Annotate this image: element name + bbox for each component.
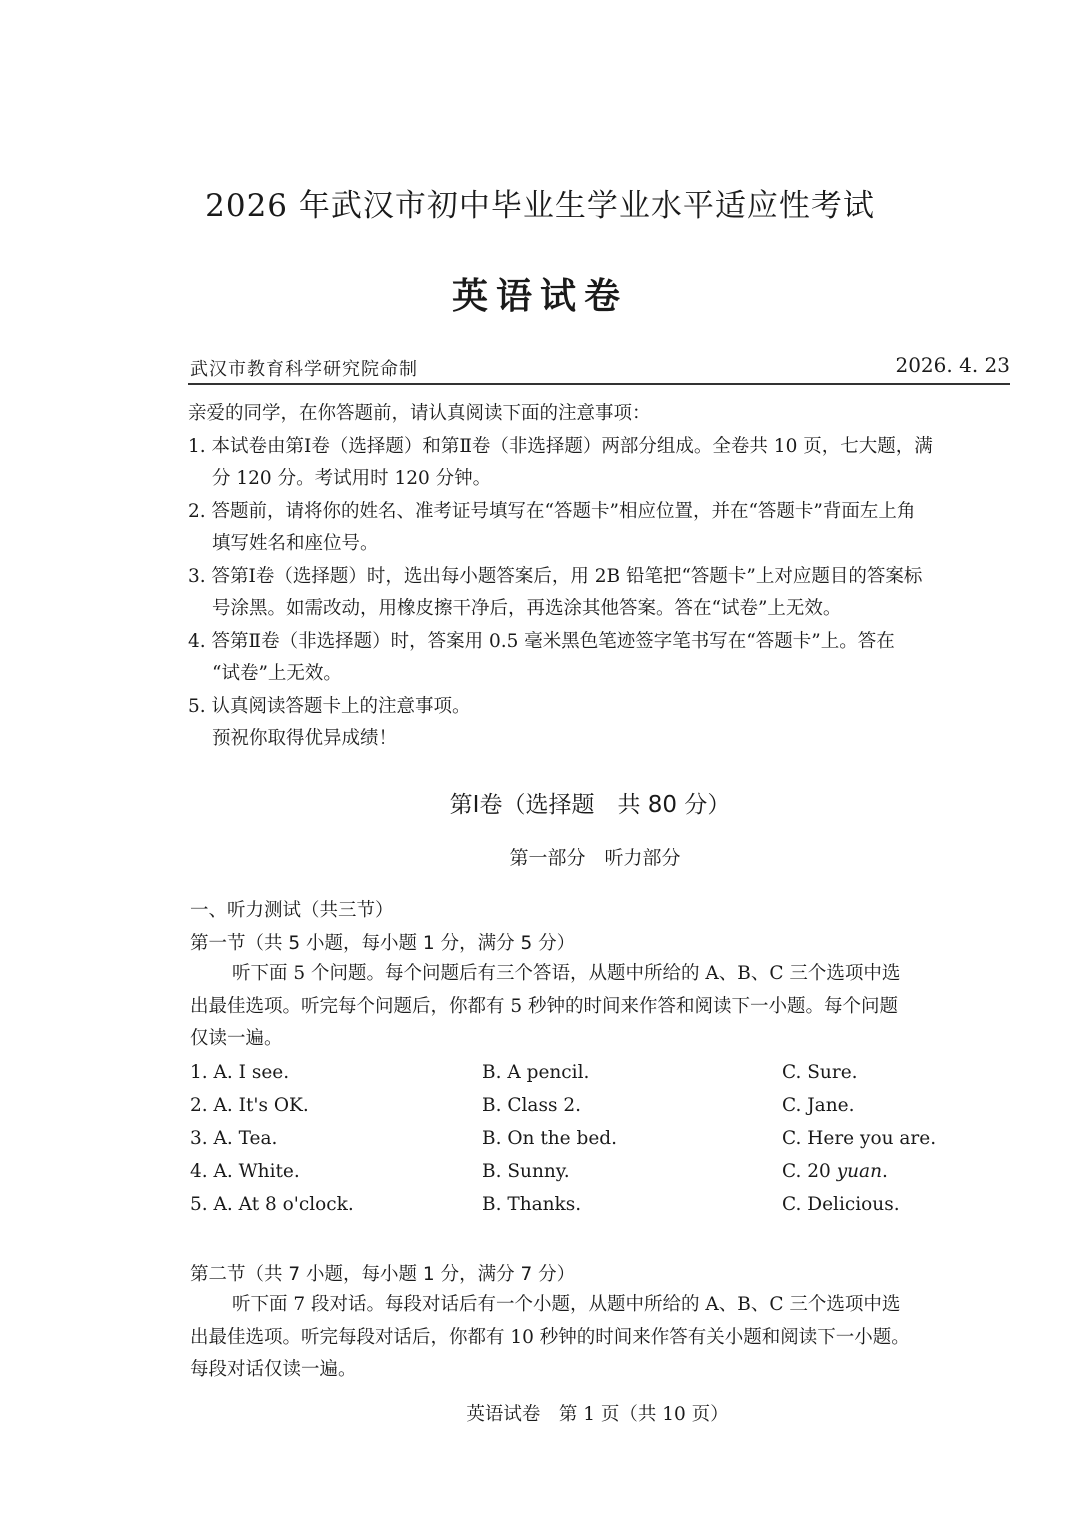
option-c <box>782 1161 888 1182</box>
note-item-3-cont: 号涂黑。如需改动，用橡皮擦干净后，再选涂其他答案。答在“试卷”上无效。 <box>212 598 842 619</box>
section1-instruction-line: 出最佳选项。听完每个问题后，你都有 5 秒钟的时间来作答和阅读下一小题。每个问题 <box>190 995 899 1017</box>
section1-instruction-line: 仅读一遍。 <box>190 1028 283 1049</box>
exam-notes <box>188 398 1010 756</box>
note-item-2: 2. 答题前，请将你的姓名、准考证号填写在“答题卡”相应位置，并在“答题卡”背面左上角 <box>188 500 916 522</box>
page-footer: 英语试卷 第 1 页（共 10 页） <box>466 1404 729 1425</box>
option-b: B. On the bed. <box>482 1128 618 1149</box>
option-c: C. Delicious. <box>782 1194 900 1215</box>
option-c: C. Here you are. <box>782 1128 937 1149</box>
subject-title: 英语试卷 <box>451 276 628 317</box>
exam-title: 2026 年武汉市初中毕业生学业水平适应性考试 <box>205 188 875 224</box>
section1-instructions <box>190 958 1012 1056</box>
publisher: 武汉市教育科学研究院命制 <box>190 359 418 380</box>
volume-title: 第Ⅰ卷（选择题 共 80 分） <box>449 792 731 818</box>
note-item-4: 4. 答第Ⅱ卷（非选择题）时，答案用 0.5 毫米黑色笔迹签字笔书写在“答题卡”上。答在 <box>188 630 895 652</box>
option-c-currency: yuan <box>836 1161 882 1182</box>
section2-instructions <box>190 1289 1012 1387</box>
section2-instruction-line: 出最佳选项。听完每段对话后，你都有 10 秒钟的时间来作答有关小题和阅读下一小题。 <box>190 1326 910 1348</box>
note-item-5: 5. 认真阅读答题卡上的注意事项。 <box>188 695 471 717</box>
header-divider <box>188 383 1010 385</box>
section2-heading: 第二节（共 7 小题，每小题 1 分，满分 7 分） <box>190 1264 576 1285</box>
section1-heading: 第一节（共 5 小题，每小题 1 分，满分 5 分） <box>190 933 576 954</box>
question-row-1 <box>190 1062 1010 1094</box>
option-a: 3. A. Tea. <box>190 1128 278 1149</box>
section2-instruction-line: 每段对话仅读一遍。 <box>190 1359 357 1380</box>
listening-heading: 一、听力测试（共三节） <box>190 900 394 921</box>
option-c: C. Jane. <box>782 1095 855 1116</box>
exam-date: 2026. 4. 23 <box>895 353 1010 377</box>
option-c: C. Sure. <box>782 1062 858 1083</box>
question-row-3 <box>190 1128 1010 1160</box>
note-item-1-cont: 分 120 分。考试用时 120 分钟。 <box>212 468 492 489</box>
note-item-1: 1. 本试卷由第Ⅰ卷（选择题）和第Ⅱ卷（非选择题）两部分组成。全卷共 10 页，七大题，满 <box>188 435 933 457</box>
option-b: B. Class 2. <box>482 1095 581 1116</box>
part-subtitle: 第一部分 听力部分 <box>509 847 681 869</box>
option-c-prefix: C. 20 <box>782 1161 837 1182</box>
option-a: 1. A. I see. <box>190 1062 290 1083</box>
question-row-4 <box>190 1161 1010 1193</box>
option-b: B. Thanks. <box>482 1194 582 1215</box>
option-b: B. A pencil. <box>482 1062 590 1083</box>
option-c-suffix: . <box>882 1161 888 1182</box>
note-item-2-cont: 填写姓名和座位号。 <box>212 533 379 554</box>
notes-intro: 亲爱的同学，在你答题前，请认真阅读下面的注意事项： <box>188 403 651 424</box>
question-row-2 <box>190 1095 1010 1127</box>
section1-instruction-line: 听下面 5 个问题。每个问题后有三个答语，从题中所给的 A、B、C 三个选项中选 <box>232 963 901 984</box>
note-item-3: 3. 答第Ⅰ卷（选择题）时，选出每小题答案后，用 2B 铅笔把“答题卡”上对应题目的答案标 <box>188 565 923 587</box>
notes-wish: 预祝你取得优异成绩！ <box>212 728 398 749</box>
option-a: 4. A. White. <box>190 1161 300 1182</box>
note-item-4-cont: “试卷”上无效。 <box>212 663 342 684</box>
question-row-5 <box>190 1194 1010 1226</box>
option-a: 5. A. At 8 o'clock. <box>190 1194 354 1215</box>
section2-instruction-line: 听下面 7 段对话。每段对话后有一个小题，从题中所给的 A、B、C 三个选项中选 <box>232 1294 901 1315</box>
option-b: B. Sunny. <box>482 1161 570 1182</box>
option-a: 2. A. It's OK. <box>190 1095 309 1116</box>
